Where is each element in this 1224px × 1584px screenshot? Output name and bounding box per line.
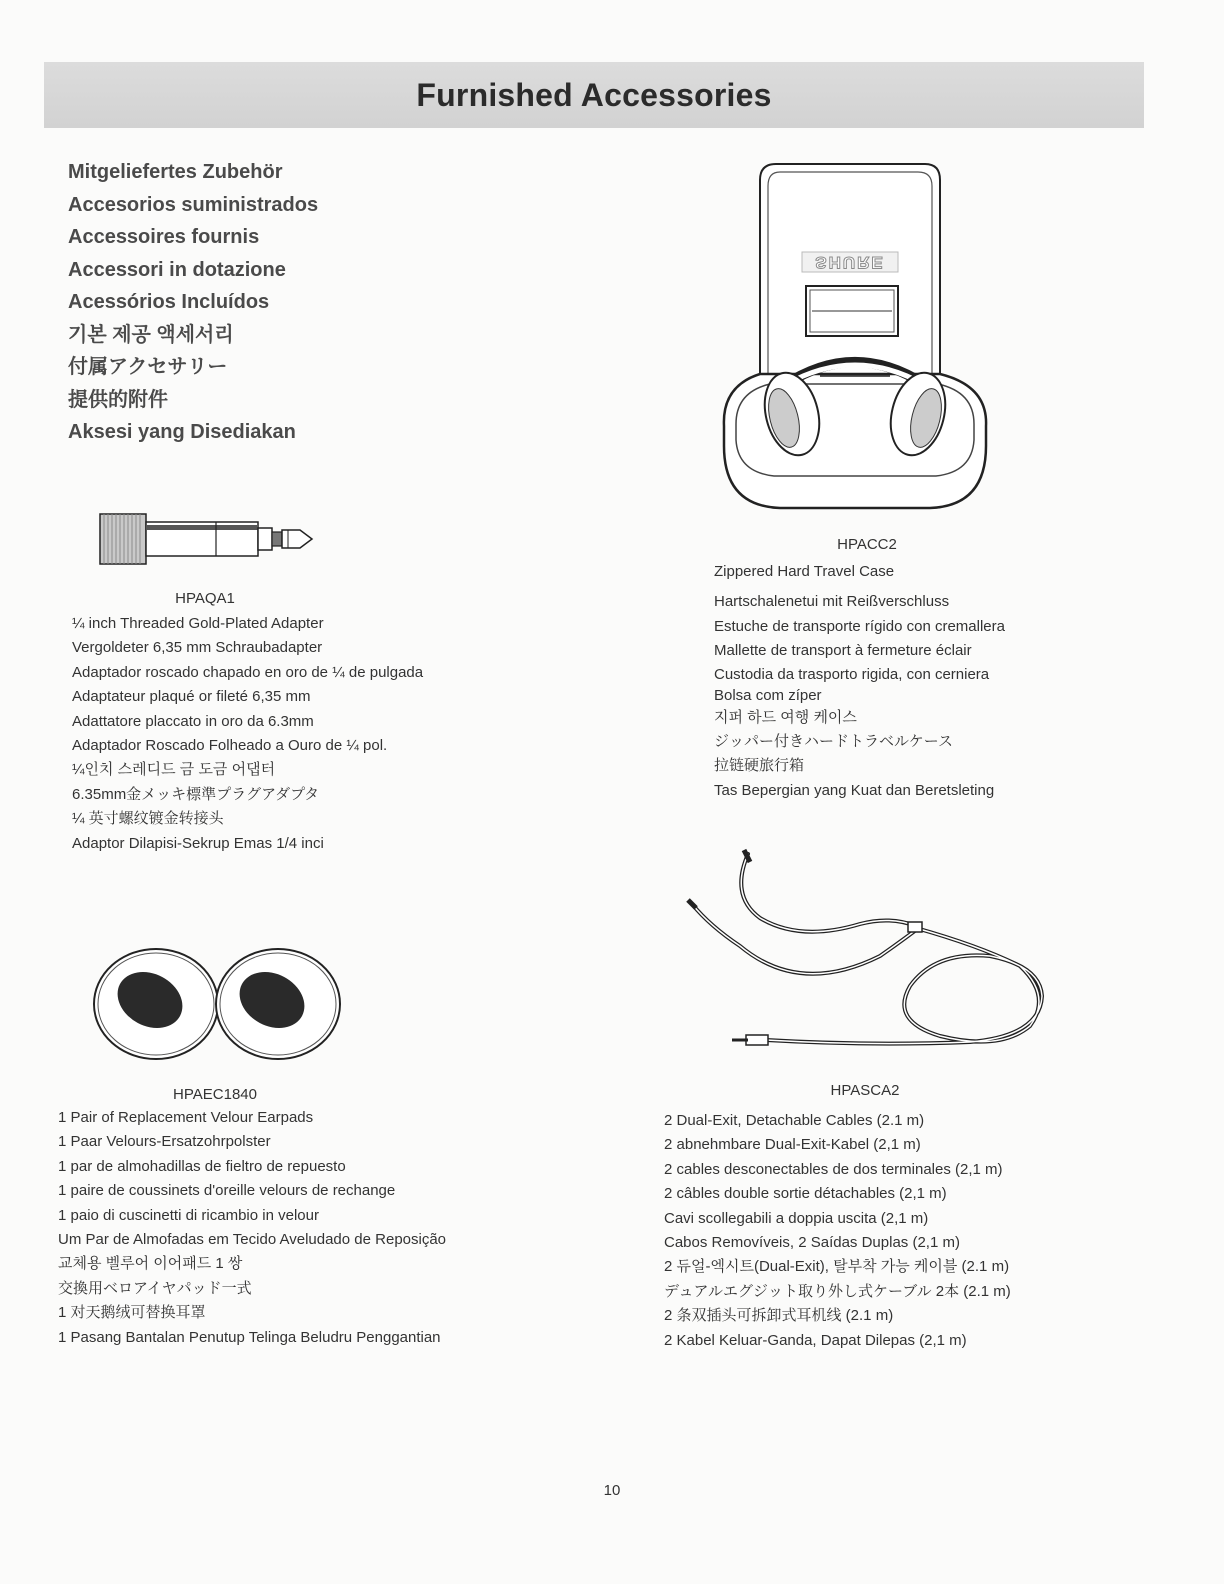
translation-es: Accesorios suministrados [68, 193, 319, 216]
cables-desc-ja: デュアルエグジット取り外し式ケーブル 2本 (2.1 m) [664, 1282, 1011, 1300]
translation-fr: Accessoires fournis [68, 226, 260, 248]
adapter-illustration [96, 508, 318, 570]
case-brand-logo: SHURE [815, 253, 885, 272]
adapter-desc-de: Vergoldeter 6,35 mm Schraubadapter [72, 639, 323, 657]
earpads-desc-ko: 교체용 벨루어 이어패드 1 쌍 [58, 1255, 243, 1273]
translation-it: Accessori in dotazione [68, 258, 286, 281]
cables-desc-fr: 2 câbles double sortie détachables (2,1 m) [664, 1185, 947, 1203]
cables-code: HPASCA2 [830, 1082, 900, 1099]
translation-id: Aksesi yang Disediakan [68, 421, 296, 443]
translation-de: Mitgeliefertes Zubehör [68, 161, 283, 183]
adapter-desc-ja: 6.35mm金メッキ標準プラグアダプタ [72, 785, 320, 803]
cables-desc-en: 2 Dual-Exit, Detachable Cables (2.1 m) [664, 1112, 925, 1129]
translation-ja: 付属アクセサリー [68, 356, 228, 378]
earpads-desc-id: 1 Pasang Bantalan Penutup Telinga Beludru Penggantian [58, 1328, 441, 1346]
earpads-code: HPAEC1840 [173, 1086, 257, 1103]
adapter-desc-ko: ¼인치 스레디드 금 도금 어댑터 [72, 761, 276, 779]
earpads-desc-fr: 1 paire de coussinets d'oreille velours de rechange [58, 1182, 396, 1200]
adapter-desc-en: ¼ inch Threaded Gold-Plated Adapter [72, 615, 324, 632]
case-desc-pt: Bolsa com zíper [714, 686, 822, 704]
case-code: HPACC2 [837, 536, 897, 553]
adapter-desc-it: Adattatore placcato in oro da 6.3mm [72, 712, 314, 730]
case-desc-es: Estuche de transporte rígido con cremallera [714, 617, 1005, 635]
translation-zh: 提供的附件 [68, 388, 168, 411]
earpads-descriptions [58, 1106, 446, 1350]
translation-pt: Acessórios Incluídos [68, 291, 270, 313]
case-desc-ja: ジッパー付きハードトラベルケース [714, 733, 953, 751]
adapter-descriptions [72, 612, 423, 856]
adapter-desc-es: Adaptador roscado chapado en oro de ¼ de pulgada [72, 663, 424, 681]
adapter-desc-zh: ¼ 英寸螺纹镀金转接头 [72, 810, 224, 828]
earpads-desc-de: 1 Paar Velours-Ersatzohrpolster [58, 1133, 271, 1151]
cables-desc-pt: Cabos Removíveis, 2 Saídas Duplas (2,1 m) [664, 1234, 960, 1252]
adapter-desc-pt: Adaptador Roscado Folheado a Ouro de ¼ pol. [72, 737, 388, 755]
adapter-desc-fr: Adaptateur plaqué or fileté 6,35 mm [72, 688, 311, 706]
case-desc-de: Hartschalenetui mit Reißverschluss [714, 593, 950, 611]
earpads-desc-zh: 1 对天鹅绒可替换耳罩 [58, 1304, 206, 1322]
case-desc-en: Zippered Hard Travel Case [714, 563, 895, 580]
case-desc-id: Tas Bepergian yang Kuat dan Beretsleting [714, 781, 995, 799]
case-desc-ko: 지퍼 하드 여행 케이스 [714, 708, 857, 726]
translation-ko: 기본 제공 액세서리 [68, 323, 234, 346]
case-desc-it: Custodia da trasporto rigida, con cerniera [714, 665, 990, 683]
page-number: 10 [603, 1482, 621, 1499]
cables-illustration [680, 846, 1060, 1056]
case-illustration [710, 156, 1000, 516]
earpads-desc-ja: 交換用ベロアイヤパッド一式 [58, 1279, 252, 1297]
title-translations [68, 156, 318, 449]
adapter-desc-id: Adaptor Dilapisi-Sekrup Emas 1/4 inci [72, 834, 324, 852]
cables-descriptions [664, 1109, 1011, 1353]
cables-desc-it: Cavi scollegabili a doppia uscita (2,1 m) [664, 1209, 929, 1227]
page-title: Furnished Accessories [416, 77, 772, 113]
earpads-illustration [90, 944, 344, 1064]
earpads-desc-es: 1 par de almohadillas de fieltro de repuesto [58, 1157, 346, 1175]
cables-desc-de: 2 abnehmbare Dual-Exit-Kabel (2,1 m) [664, 1136, 921, 1154]
cables-desc-es: 2 cables desconectables de dos terminales (2,1 m) [664, 1160, 1003, 1178]
earpads-desc-it: 1 paio di cuscinetti di ricambio in velour [58, 1206, 319, 1224]
header-banner [44, 62, 1144, 128]
earpads-desc-pt: Um Par de Almofadas em Tecido Aveludado de Reposição [58, 1231, 447, 1249]
earpads-desc-en: 1 Pair of Replacement Velour Earpads [58, 1109, 314, 1126]
adapter-code: HPAQA1 [175, 590, 235, 607]
case-descriptions [714, 560, 1005, 803]
case-desc-fr: Mallette de transport à fermeture éclair [714, 642, 972, 660]
cables-desc-id: 2 Kabel Keluar-Ganda, Dapat Dilepas (2,1 m) [664, 1331, 967, 1349]
case-desc-zh: 拉链硬旅行箱 [714, 757, 805, 775]
cables-desc-ko: 2 듀얼-엑시트(Dual-Exit), 탈부착 가능 케이블 (2.1 m) [664, 1258, 1010, 1276]
cables-desc-zh: 2 条双插头可拆卸式耳机线 (2.1 m) [664, 1307, 894, 1325]
